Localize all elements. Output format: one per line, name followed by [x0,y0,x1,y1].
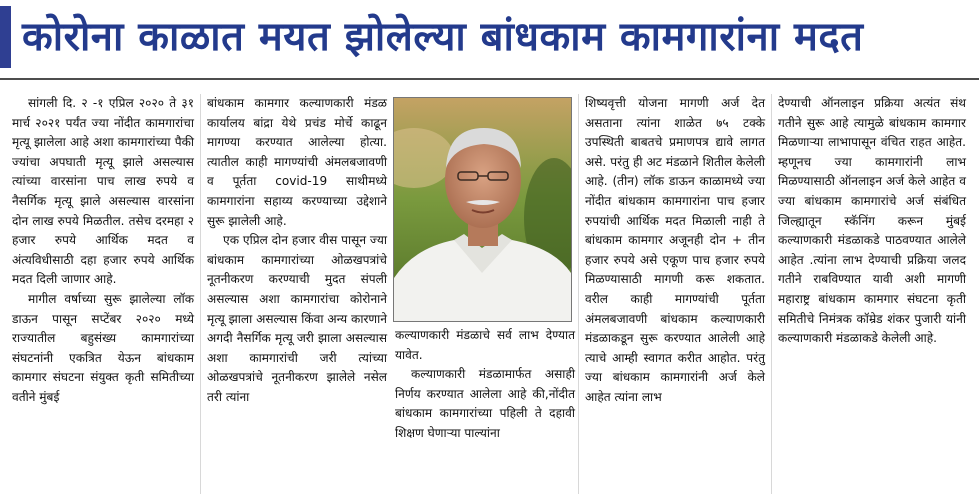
article-column-2 [207,94,387,408]
headline-accent-bar [0,6,11,68]
article-column-5 [778,94,966,349]
article-column-1 [12,94,194,408]
headline-area [0,0,979,80]
paragraph: देण्याची ऑनलाइन प्रक्रिया अत्यंत संथ गतीने सुरू आहे त्यामुळे बांधकाम कामगार मिळणाऱ्या लाभापासून वंचित राहत आहेत. म्हणूनच ज्या कामगारांनी लाभ मिळण्यासाठी ऑनलाइन अर्ज केले आहेत व ज्या बांधकाम कामगारांचे अर्ज संबंधित जिल्ह्यातून स्कॅनिंग करून मुंबई कल्याणकारी मंडळाकडे पाठवण्यात आलेले आहेत .त्यांना लाभ देण्याची प्रक्रिया जलद गतीने राबविण्यात यावी अशी मागणी महाराष्ट्र बांधकाम कामगार संघटना कृती समितीचे निमंत्रक कॉम्रेड शंकर पुजारी यांनी कल्याणकारी मंडळाकडे केलेली आहे. [778,96,966,346]
paragraph: बांधकाम कामगार कल्याणकारी मंडळ कार्यालय बांद्रा येथे प्रचंड मोर्चे काढून मागण्या करण्यात आलेल्या होत्या. त्यातील काही मागण्यांची अंमलबजावणी व पूर्तता covid-19 साथीमध्ये कामगारांना सहाय्य करण्याच्या उद्देशाने सुरू झालेली आहे. [207,96,387,228]
article-column-4 [585,94,765,408]
column-divider [771,94,772,494]
column-divider [200,94,201,494]
article-column-3 [395,326,575,444]
paragraph: एक एप्रिल दोन हजार वीस पासून ज्या बांधकाम कामगारांच्या ओळखपत्रांचे नूतनीकरण करण्याची मुदत संपली असल्यास अशा कामगारांचा कोरोनाने मृत्यू झाला असल्यास किंवा अन्य कारणाने अगदी नैसर्गिक मृत्यू जरी झाला असल्यास अशा कामगारांची जरी त्यांच्या ओळखपत्रांचे नूतनीकरण झालेले नसेल तरी त्यांना [207,233,387,404]
headline: कोरोना काळात मयत झोलेल्या बांधकाम कामगारांना मदत [22,14,864,60]
paragraph: सांगली दि. २ -१ एप्रिल २०२० ते ३१ मार्च २०२१ पर्यंत ज्या नोंदीत कामगारांचा मृत्यू झालेला आहे अशा कामगारांच्या पैकी ज्यांचा अपघाती मृत्यू झाले असल्यास त्यांच्या वारसांना पाच लाख रुपये व नैसर्गिक मृत्यू झाले असल्यास वारसांना दोन लाख रुपये मिळतील. तसेच दरमहा २ हजार रुपये आर्थिक मदत व अंत्यविधीसाठी दहा हजार रुपये आर्थिक मदत दिली जाणार आहे. [12,96,194,287]
paragraph: शिष्यवृत्ती योजना मागणी अर्ज देत असताना त्यांना शाळेत ७५ टक्के उपस्थिती बाबतचे प्रमाणपत्र द्यावे लागत असे. परंतु ही अट मंडळाने शितील केलेली आहे. (तीन) लॉक डाऊन काळामध्ये ज्या नोंदीत बांधकाम कामगारांना पाच हजार रुपयांची आर्थिक मदत मिळाली नाही ते बांधकाम कामगार अजूनही दोन + तीन हजार रुपये असे एकूण पाच हजार रुपये मिळण्यासाठी मागणी करू शकतात. वरील काही मागण्यांची पूर्तता अंमलबजावणी बांधकाम कल्याणकारी मंडळाकडून सुरू करण्यात आलेली आहे त्याचे आम्ही स्वागत करीत आहोत. परंतु ज्या बांधकाम कामगारांनी अर्ज केले आहेत त्यांना लाभ [585,96,765,404]
portrait-photo [393,97,572,322]
paragraph: कल्याणकारी मंडळाचे सर्व लाभ देण्यात यावेत. [395,328,575,362]
column-divider [578,94,579,494]
paragraph: कल्याणकारी मंडळामार्फत असाही निर्णय करण्यात आलेला आहे की,नोंदीत बांधकाम कामगारांच्या पहिली ते दहावी शिक्षण घेणाऱ्या पाल्यांना [395,367,575,440]
paragraph: मागील वर्षाच्या सुरू झालेल्या लॉक डाऊन पासून सप्टेंबर २०२० मध्ये राज्यातील बहुसंख्य कामगारांच्या संघटनांनी एकत्रित येऊन बांधकाम कामगार संघटना संयुक्त कृती समितीच्या वतीने मुंबई [12,291,194,404]
headline-rule [0,78,979,80]
portrait-photo-image [394,98,571,321]
